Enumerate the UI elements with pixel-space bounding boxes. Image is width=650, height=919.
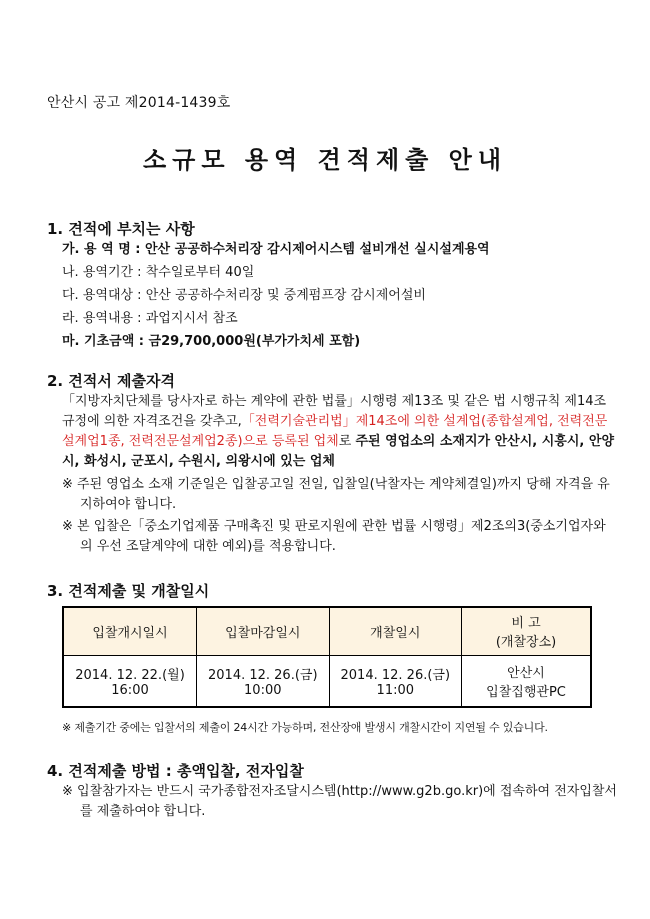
cell-time: 10:00 <box>244 682 282 698</box>
page-title: 소규모 용역 견적제출 안내 <box>142 146 508 174</box>
item-value: 금29,700,000원(부가가치세 포함) <box>148 334 361 349</box>
cell-date: 2014. 12. 22.(월) <box>75 667 185 683</box>
table-header-row <box>63 607 591 655</box>
item-service-target <box>62 286 426 305</box>
item-label: 가. 용 역 명 : <box>62 242 145 257</box>
cell-date: 2014. 12. 26.(금) <box>340 667 451 683</box>
header-bid-close: 입찰마감일시 <box>197 607 330 655</box>
table-row <box>63 655 591 707</box>
opening-cell <box>329 655 462 707</box>
qualification-connector: 로 <box>338 434 356 449</box>
item-value: 안산 공공하수처리장 및 중계펌프장 감시제어설비 <box>145 288 426 303</box>
item-base-price <box>62 332 360 351</box>
item-service-period <box>62 263 254 282</box>
section2-heading: 2. 견적서 제출자격 <box>47 372 176 390</box>
section1-heading: 1. 견적에 부치는 사항 <box>47 220 195 238</box>
remarks-cell <box>462 655 591 707</box>
notice-number: 안산시 공고 제2014-1439호 <box>47 95 231 111</box>
qualification-paragraph <box>62 392 617 472</box>
bid-start-cell <box>63 655 197 707</box>
schedule-note: ※ 제출기간 중에는 입찰서의 제출이 24시간 가능하며, 전산장애 발생시 개찰시간이 지연될 수 있습니다. <box>62 721 548 734</box>
bid-close-cell <box>197 655 330 707</box>
qualification-highlight: 「전력기술관리법」제14조에 의한 설계업(종합설계업, 전력전문설계업1종, 전력전문설계업2종)으로 등록된 업체 <box>62 414 608 449</box>
item-service-name <box>62 240 490 259</box>
qualification-text: 「지방자치단체를 당사자로 하는 계약에 관한 법률」시행령 제13조 및 같은 법 시행규칙 제14조 규정에 의한 자격조건을 갖추고, <box>62 394 607 429</box>
item-service-content <box>62 309 238 328</box>
item-value: 안산 공공하수처리장 감시제어시스템 설비개선 실시설계용역 <box>145 242 490 257</box>
section3-heading: 3. 견적제출 및 개찰일시 <box>47 582 210 600</box>
header-opening: 개찰일시 <box>329 607 462 655</box>
item-value: 착수일로부터 40일 <box>145 265 255 280</box>
cell-place-detail: 입찰집행관PC <box>486 684 566 700</box>
item-label: 라. 용역내용 : <box>62 311 146 326</box>
cell-time: 11:00 <box>376 682 415 698</box>
submission-note: ※ 입찰참가자는 반드시 국가종합전자조달시스템(http://www.g2b.go.kr)에 접속하여 전자입찰서를 제출하여야 합니다. <box>62 784 617 819</box>
cell-time: 16:00 <box>111 682 149 698</box>
qualification-location: 주된 영업소의 소재지가 안산시, 시흥시, 안양시, 화성시, 군포시, 수원시, 의왕시에 있는 업체 <box>62 434 615 469</box>
section4-heading-label: 4. 견적제출 방법 : <box>47 762 177 780</box>
section4-heading <box>47 760 304 781</box>
section4-heading-method: 총액입찰, 전자입찰 <box>176 762 304 780</box>
item-label: 마. 기초금액 : <box>62 334 149 349</box>
schedule-table <box>62 606 592 708</box>
header-bid-start: 입찰개시일시 <box>63 607 197 655</box>
remarks-sublabel: (개찰장소) <box>495 635 557 651</box>
item-label: 나. 용역기간 : <box>62 265 146 280</box>
item-label: 다. 용역대상 : <box>62 288 146 303</box>
item-value: 과업지시서 참조 <box>145 311 238 326</box>
cell-date: 2014. 12. 26.(금) <box>208 667 318 683</box>
qualification-note-1: ※ 주된 영업소 소재 기준일은 입찰공고일 전일, 입찰일(낙찰자는 계약체결일)까지 당해 자격을 유지하여야 합니다. <box>62 477 610 512</box>
header-remarks <box>462 607 591 655</box>
cell-place: 안산시 <box>507 665 545 681</box>
qualification-note-2: ※ 본 입찰은「중소기업제품 구매촉진 및 판로지원에 관한 법률 시행령」제2조의3(중소기업자와의 우선 조달계약에 대한 예외)를 적용합니다. <box>62 519 606 554</box>
remarks-label: 비 고 <box>511 616 541 632</box>
